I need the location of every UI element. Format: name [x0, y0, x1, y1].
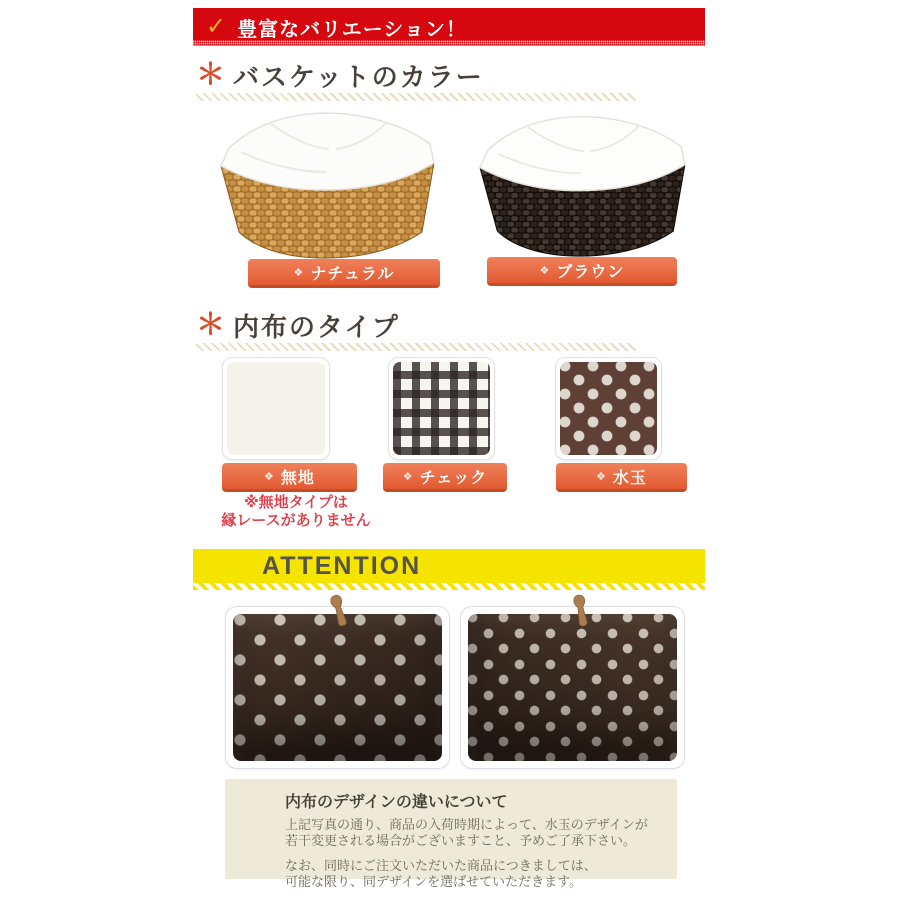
heading-stripe-divider [196, 343, 636, 351]
fabric-option-plain[interactable] [222, 463, 357, 492]
plain-type-note-line2: 縁レースがありません [221, 512, 371, 529]
notice-paragraph2-line2: 可能な限り、同デザインを選ばせていただきます。 [285, 874, 583, 889]
attention-title: ATTENTION [262, 551, 422, 580]
diamond-icon: ❖ [596, 470, 607, 483]
attention-stripe-divider [193, 583, 705, 590]
fabric-type-title: 内布のタイプ [233, 312, 400, 342]
basket-color-heading [196, 57, 484, 94]
heading-stripe-divider [196, 93, 636, 101]
fabric-option-polkadot[interactable] [556, 463, 687, 492]
fabric-type-heading [196, 307, 400, 344]
fabric-swatch-plain [222, 357, 330, 460]
plain-type-note-line1: ※無地タイプは [244, 494, 348, 511]
color-option-brown-label: ブラウン [556, 263, 625, 281]
color-option-brown[interactable] [487, 257, 677, 286]
polkadot-fabric-image [560, 362, 657, 455]
variation-header-banner [193, 8, 705, 46]
fabric-option-polkadot-label: 水玉 [612, 469, 647, 487]
check-icon: ✓ [206, 13, 227, 40]
basket-interior-image-small-dots [468, 614, 677, 761]
notice-title: 内布のデザインの違いについて [285, 794, 508, 811]
asterisk-icon: ＊ [196, 59, 226, 91]
polkadot-interior-photo-2 [460, 606, 685, 769]
diamond-icon: ❖ [402, 470, 414, 483]
gingham-fabric-image [393, 362, 490, 455]
paragraph-spacer [285, 849, 659, 858]
basket-color-title: バスケットのカラー [233, 62, 484, 92]
basket-interior-image-large-dots [233, 614, 442, 761]
asterisk-icon: ＊ [196, 309, 226, 341]
attention-banner [193, 549, 705, 583]
diamond-icon: ❖ [293, 266, 305, 279]
basket-photo-brown [456, 106, 706, 258]
basket-photo-natural [200, 102, 452, 260]
fabric-swatch-check [388, 357, 495, 460]
design-difference-notice [225, 779, 677, 889]
fabric-swatch-polkadot [555, 357, 662, 460]
plain-type-note [210, 494, 382, 530]
color-option-natural-label: ナチュラル [310, 265, 395, 283]
plain-fabric-image [227, 362, 325, 455]
notice-paragraph2-line1: なお、同時にご注文いただいた商品につきましては、 [285, 858, 597, 873]
notice-paragraph1-line1: 上記写真の通り、商品の入荷時期によって、水玉のデザインが [285, 817, 648, 832]
polkadot-interior-photo-1 [225, 606, 450, 769]
diamond-icon: ❖ [264, 470, 275, 483]
notice-paragraph1-line2: 若干変更される場合がございますこと、予めご了承下さい。 [285, 833, 637, 848]
fabric-option-plain-label: 無地 [280, 469, 315, 487]
wooden-pin-icon [568, 593, 593, 629]
fabric-option-check[interactable] [383, 463, 507, 492]
diamond-icon: ❖ [539, 264, 551, 277]
color-option-natural[interactable] [248, 259, 440, 288]
fabric-option-check-label: チェック [419, 469, 488, 487]
banner-title: 豊富なバリエーション！ [237, 18, 467, 41]
